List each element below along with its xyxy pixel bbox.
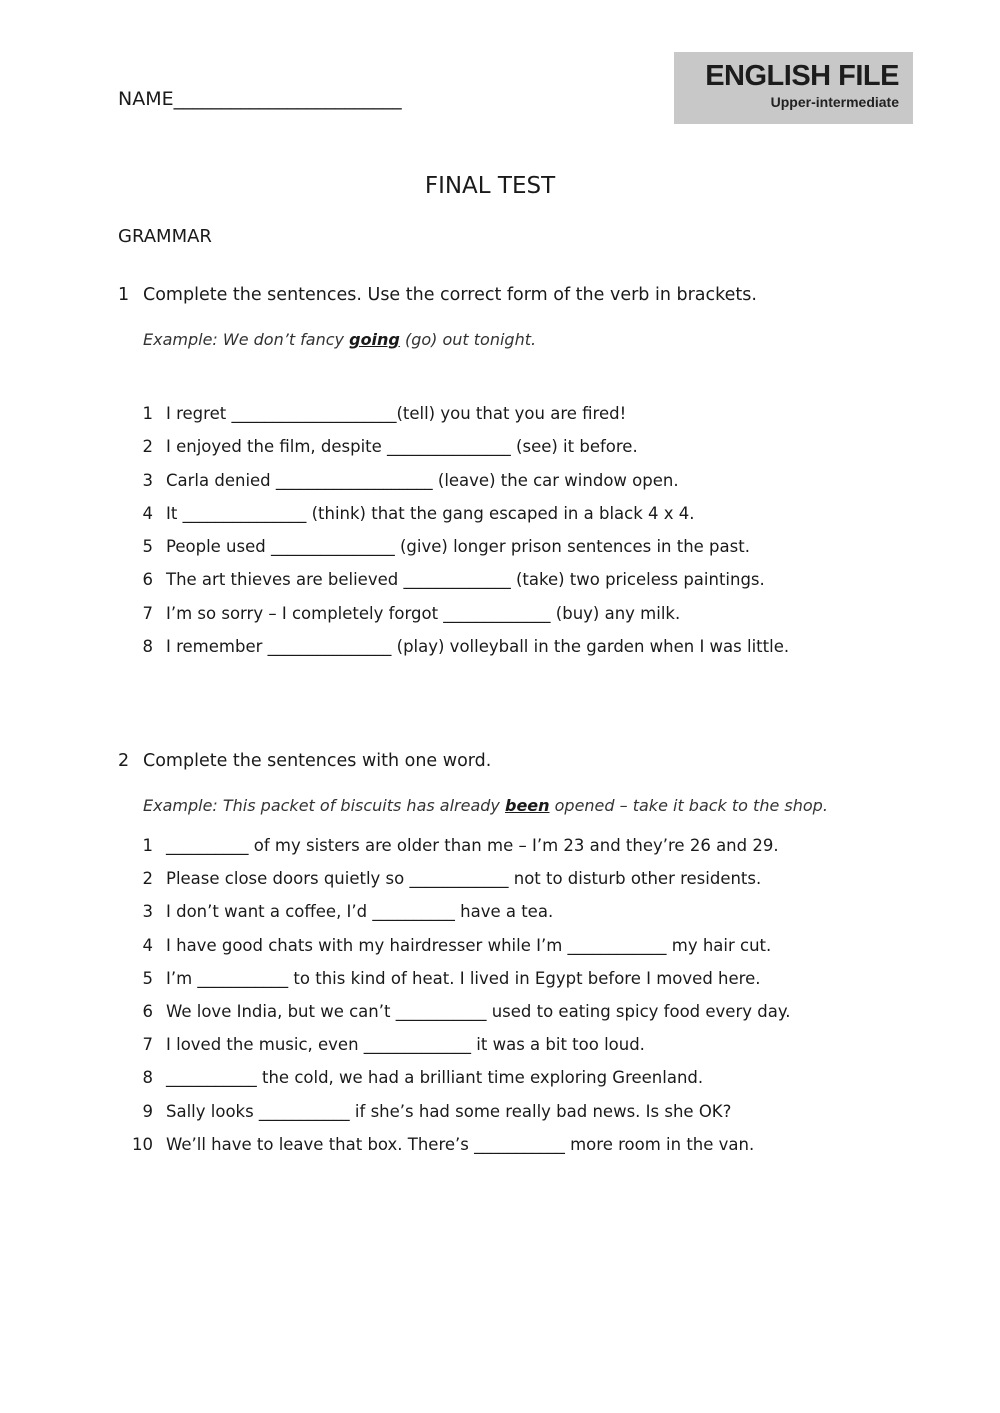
item-text: Please close doors quietly so ____________ not to disturb other residents. [166,869,762,889]
item-text: People used _______________ (give) longer prison sentences in the past. [166,537,750,557]
item-text: __________ of my sisters are older than me – I’m 23 and they’re 26 and 29. [166,836,779,855]
item-number: 9 [142,1101,153,1121]
item-number: 10 [132,1134,153,1154]
item-text: I loved the music, even _____________ it was a bit too loud. [166,1035,645,1055]
item-text: I’m so sorry – I completely forgot _____________ (buy) any milk. [166,603,681,623]
item-text: Sally looks ___________ if she’s had some really bad news. Is she OK? [166,1101,732,1121]
item-text: I regret ____________________(tell) you that you are fired! [166,404,627,423]
item-text: The art thieves are believed _____________ (take) two priceless paintings. [166,570,765,590]
exercise-instruction: Complete the sentences. Use the correct form of the verb in brackets. [143,285,757,305]
item-number: 8 [142,637,153,657]
item-number: 4 [142,503,153,523]
item-number: 2 [142,437,153,457]
item-text: We’ll have to leave that box. There’s ___________ more room in the van. [166,1134,755,1154]
brand-box [674,52,913,124]
brand-subtitle: Upper-intermediate [770,94,899,110]
item-number: 1 [142,836,153,855]
exercise-2-example [143,796,828,815]
item-number: 7 [142,1035,153,1055]
item-text: I remember _______________ (play) volleyball in the garden when I was little. [166,637,790,657]
item-text: ___________ the cold, we had a brilliant time exploring Greenland. [166,1068,704,1088]
example-suffix: (go) out tonight. [399,330,537,349]
item-text: Carla denied ___________________ (leave) the car window open. [166,470,679,490]
item-number: 6 [142,1001,153,1021]
item-text: I enjoyed the film, despite _______________ (see) it before. [166,437,638,457]
item-text: I have good chats with my hairdresser while I’m ____________ my hair cut. [166,935,772,955]
item-number: 3 [142,902,153,922]
item-text: We love India, but we can’t ___________ used to eating spicy food every day. [166,1001,791,1021]
item-number: 5 [142,537,153,557]
exercise-1-example [143,330,536,349]
exercise-number: 2 [118,751,130,771]
item-number: 7 [142,603,153,623]
item-text: I don’t want a coffee, I’d __________ have a tea. [166,902,554,922]
example-prefix: Example: We don’t fancy [143,330,350,349]
item-number: 1 [142,404,153,423]
item-number: 3 [142,470,153,490]
example-answer: been [504,796,550,815]
example-suffix: opened – take it back to the shop. [549,796,828,815]
example-answer: going [349,330,400,349]
page-title: FINAL TEST [424,173,556,199]
exercise-2-heading [118,751,491,771]
item-number: 6 [142,570,153,590]
exercise-1-heading [118,285,757,305]
example-prefix: Example: This packet of biscuits has already [143,796,505,815]
item-number: 2 [142,869,153,889]
item-number: 4 [142,935,153,955]
exercise-instruction: Complete the sentences with one word. [143,751,492,771]
item-number: 5 [142,968,153,988]
brand-title: ENGLISH FILE [705,60,899,92]
exercise-number: 1 [118,285,130,305]
item-text: I’m ___________ to this kind of heat. I lived in Egypt before I moved here. [166,968,761,988]
item-text: It _______________ (think) that the gang escaped in a black 4 x 4. [166,503,695,523]
item-number: 8 [142,1068,153,1088]
name-field[interactable]: NAME________________________ [118,88,402,110]
section-heading: GRAMMAR [118,226,212,247]
